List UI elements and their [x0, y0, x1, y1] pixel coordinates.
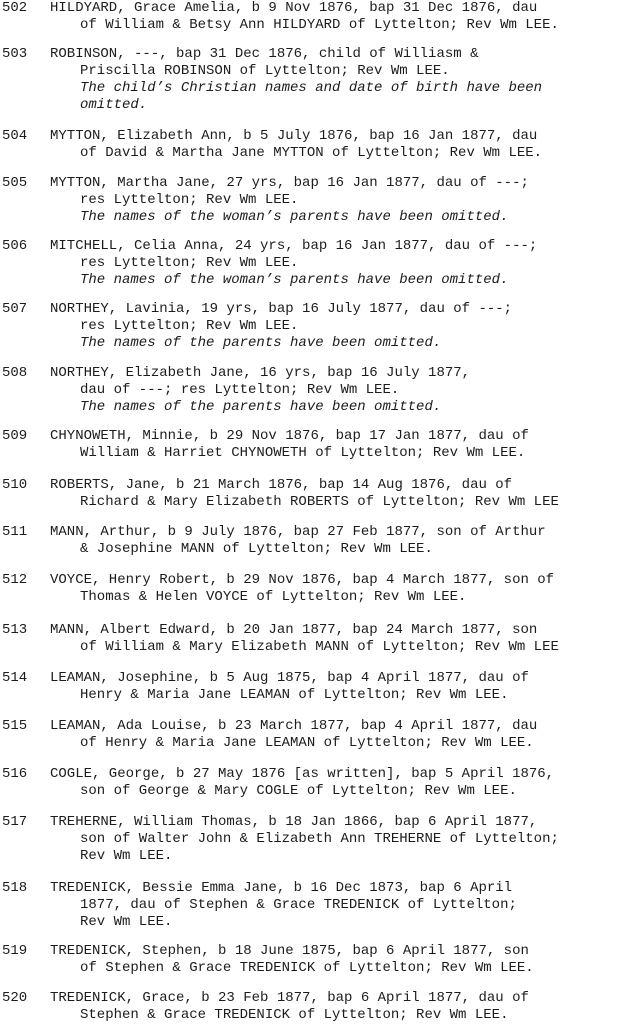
- register-entry: [0, 477, 631, 511]
- entry-text-line: dau of ---; res Lyttelton; Rev Wm LEE.: [80, 382, 400, 398]
- entry-note-line: The names of the parents have been omitted.: [80, 335, 442, 351]
- entry-text-line: of David & Martha Jane MYTTON of Lyttelton; Rev Wm LEE.: [80, 145, 543, 161]
- register-entry: [0, 365, 631, 416]
- register-entry: [0, 175, 631, 226]
- entry-text-line: son of George & Mary COGLE of Lyttelton; Rev Wm LEE.: [80, 783, 517, 799]
- register-entry: [0, 524, 631, 558]
- entry-text-line: MYTTON, Martha Jane, 27 yrs, bap 16 Jan 1877, dau of ---;: [50, 175, 529, 191]
- entry-text-line: son of Walter John & Elizabeth Ann TREHERNE of Lyttelton;: [80, 831, 559, 847]
- entry-text-line: HILDYARD, Grace Amelia, b 9 Nov 1876, bap 31 Dec 1876, dau: [50, 0, 538, 16]
- entry-number: 520: [2, 990, 28, 1006]
- entry-text-line: Thomas & Helen VOYCE of Lyttelton; Rev Wm LEE.: [80, 589, 467, 605]
- entry-text-line: COGLE, George, b 27 May 1876 [as written], bap 5 April 1876,: [50, 766, 555, 782]
- entry-text-line: MANN, Albert Edward, b 20 Jan 1877, bap 24 March 1877, son: [50, 622, 538, 638]
- register-entry: [0, 766, 631, 800]
- entry-number: 518: [2, 880, 28, 896]
- entry-number: 509: [2, 428, 28, 444]
- entry-text-line: Priscilla ROBINSON of Lyttelton; Rev Wm LEE.: [80, 63, 450, 79]
- entry-number: 508: [2, 365, 28, 381]
- entry-number: 515: [2, 718, 28, 734]
- entry-number: 512: [2, 572, 28, 588]
- register-entry: [0, 990, 631, 1024]
- entry-note-line: The names of the parents have been omitted.: [80, 399, 442, 415]
- register-entry: [0, 0, 631, 34]
- entry-text-line: TREDENICK, Bessie Emma Jane, b 16 Dec 1873, bap 6 April: [50, 880, 513, 896]
- register-entry: [0, 301, 631, 352]
- entry-number: 517: [2, 814, 28, 830]
- entry-number: 502: [2, 0, 28, 16]
- register-entry: [0, 238, 631, 289]
- register-entry: [0, 814, 631, 865]
- entry-text-line: & Josephine MANN of Lyttelton; Rev Wm LEE.: [80, 541, 433, 557]
- register-entry: [0, 572, 631, 606]
- entry-text-line: res Lyttelton; Rev Wm LEE.: [80, 255, 299, 271]
- entry-number: 513: [2, 622, 28, 638]
- entry-text-line: MANN, Arthur, b 9 July 1876, bap 27 Feb 1877, son of Arthur: [50, 524, 546, 540]
- entry-text-line: MYTTON, Elizabeth Ann, b 5 July 1876, bap 16 Jan 1877, dau: [50, 128, 538, 144]
- entry-text-line: NORTHEY, Elizabeth Jane, 16 yrs, bap 16 July 1877,: [50, 365, 471, 381]
- entry-note-line: The child’s Christian names and date of birth have been: [80, 80, 543, 96]
- entry-text-line: NORTHEY, Lavinia, 19 yrs, bap 16 July 1877, dau of ---;: [50, 301, 513, 317]
- entry-text-line: CHYNOWETH, Minnie, b 29 Nov 1876, bap 17 Jan 1877, dau of: [50, 428, 529, 444]
- entry-note-line: The names of the woman’s parents have been omitted.: [80, 209, 509, 225]
- entry-text-line: TREHERNE, William Thomas, b 18 Jan 1866, bap 6 April 1877,: [50, 814, 538, 830]
- entry-number: 510: [2, 477, 28, 493]
- entry-text-line: of William & Betsy Ann HILDYARD of Lyttelton; Rev Wm LEE.: [80, 17, 559, 33]
- entry-note-line: omitted.: [80, 97, 148, 113]
- register-entry: [0, 622, 631, 656]
- entry-text-line: of Henry & Maria Jane LEAMAN of Lyttelton; Rev Wm LEE.: [80, 735, 534, 751]
- register-entry: [0, 943, 631, 977]
- entry-text-line: 1877, dau of Stephen & Grace TREDENICK of Lyttelton;: [80, 897, 517, 913]
- entry-text-line: of William & Mary Elizabeth MANN of Lyttelton; Rev Wm LEE: [80, 639, 559, 655]
- entry-number: 507: [2, 301, 28, 317]
- entry-text-line: Richard & Mary Elizabeth ROBERTS of Lyttelton; Rev Wm LEE: [80, 494, 559, 510]
- entry-text-line: Rev Wm LEE.: [80, 848, 173, 864]
- entry-number: 514: [2, 670, 28, 686]
- entry-text-line: of Stephen & Grace TREDENICK of Lyttelton; Rev Wm LEE.: [80, 960, 534, 976]
- entry-note-line: The names of the woman’s parents have been omitted.: [80, 272, 509, 288]
- entry-number: 505: [2, 175, 28, 191]
- entry-number: 506: [2, 238, 28, 254]
- entry-text-line: VOYCE, Henry Robert, b 29 Nov 1876, bap 4 March 1877, son of: [50, 572, 555, 588]
- entry-text-line: Stephen & Grace TREDENICK of Lyttelton; Rev Wm LEE.: [80, 1007, 509, 1023]
- entry-text-line: LEAMAN, Josephine, b 5 Aug 1875, bap 4 April 1877, dau of: [50, 670, 529, 686]
- entry-text-line: res Lyttelton; Rev Wm LEE.: [80, 192, 299, 208]
- entry-text-line: res Lyttelton; Rev Wm LEE.: [80, 318, 299, 334]
- register-entry: [0, 880, 631, 931]
- entry-number: 504: [2, 128, 28, 144]
- register-entry: [0, 718, 631, 752]
- entry-text-line: William & Harriet CHYNOWETH of Lyttelton; Rev Wm LEE.: [80, 445, 526, 461]
- register-entry: [0, 428, 631, 462]
- entry-text-line: Henry & Maria Jane LEAMAN of Lyttelton; Rev Wm LEE.: [80, 687, 509, 703]
- entry-text-line: MITCHELL, Celia Anna, 24 yrs, bap 16 Jan 1877, dau of ---;: [50, 238, 538, 254]
- register-entry: [0, 46, 631, 114]
- entry-text-line: ROBERTS, Jane, b 21 March 1876, bap 14 Aug 1876, dau of: [50, 477, 513, 493]
- register-entry: [0, 128, 631, 162]
- entry-text-line: TREDENICK, Grace, b 23 Feb 1877, bap 6 April 1877, dau of: [50, 990, 529, 1006]
- entry-text-line: ROBINSON, ---, bap 31 Dec 1876, child of Williasm &: [50, 46, 479, 62]
- entry-number: 516: [2, 766, 28, 782]
- entry-text-line: TREDENICK, Stephen, b 18 June 1875, bap 6 April 1877, son: [50, 943, 529, 959]
- entry-number: 511: [2, 524, 28, 540]
- entry-number: 503: [2, 46, 28, 62]
- entry-number: 519: [2, 943, 28, 959]
- entry-text-line: LEAMAN, Ada Louise, b 23 March 1877, bap 4 April 1877, dau: [50, 718, 538, 734]
- entry-text-line: Rev Wm LEE.: [80, 914, 173, 930]
- register-entry: [0, 670, 631, 704]
